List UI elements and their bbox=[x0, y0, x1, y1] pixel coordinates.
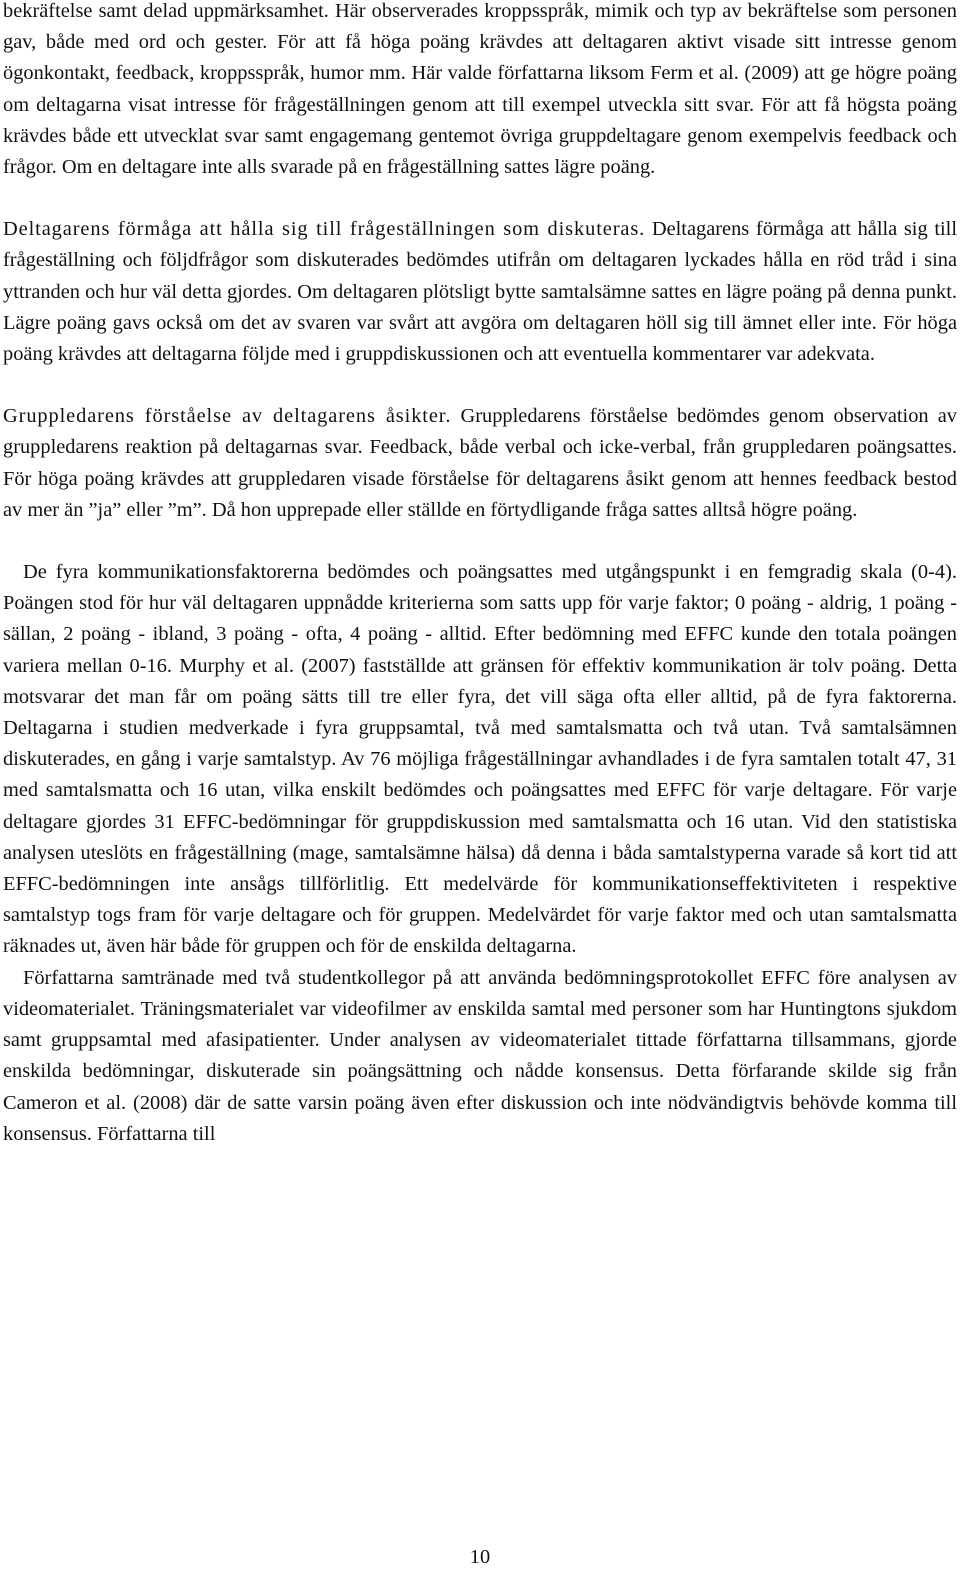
paragraph-topic-maintenance bbox=[3, 214, 957, 370]
paragraph-text: Författarna samtränade med två studentkollegor på att använda bedömningsprotokollet EFFC före analysen av videomaterialet. Träningsmaterialet var videofilmer av enskilda samtal med personer som har Huntingtons sjukdom samt gruppsamtal med afasipatienter. Under analysen av videomaterialet tittade författarna tillsammans, gjorde enskilda bedömningar, diskuterade sin poängsättning och nådde konsensus. Detta förfarande skilde sig från Cameron et al. (2008) där de satte varsin poäng även efter diskussion och inte nödvändigtvis behövde komma till konsensus. Författarna till bbox=[3, 966, 957, 1145]
page-number: 10 bbox=[469, 1546, 491, 1568]
paragraph-scoring bbox=[3, 557, 957, 963]
paragraph-leader-understanding bbox=[3, 401, 957, 526]
paragraph-text: bekräftelse samt delad uppmärksamhet. Här observerades kroppsspråk, mimik och typ av bekräftelse som personen gav, både med ord och gester. För att få höga poäng krävdes att deltagaren aktivt visade sitt intresse genom ögonkontakt, feedback, kroppsspråk, humor mm. Här valde författarna liksom Ferm et al. (2009) att ge högre poäng om deltagarna visat intresse för frågeställningen genom att till exempel utveckla sitt svar. För att få högsta poäng krävdes både ett utvecklat svar samt engagemang gentemot övriga gruppdeltagare genom exempelvis feedback och frågor. Om en deltagare inte alls svarade på en frågeställning sattes lägre poäng. bbox=[3, 0, 957, 179]
paragraph-heading: Deltagarens förmåga att hålla sig till frågeställningen som diskuteras. bbox=[3, 218, 646, 241]
paragraph-calibration bbox=[3, 963, 957, 1150]
paragraph-text: Deltagarens förmåga att hålla sig till frågeställning och följdfrågor som diskuterades bedömdes utifrån om deltagaren lyckades hålla en röd tråd i sina yttranden och hur väl detta gjordes. Om deltagaren plötsligt bytte samtalsämne sattes en lägre poäng på denna punkt. Lägre poäng gavs också om det av svaren var svårt att avgöra om deltagaren höll sig till ämnet eller inte. För höga poäng krävdes att deltagarna följde med i gruppdiskussionen och att eventuella kommentarer var adekvata. bbox=[3, 218, 957, 366]
paragraph-text: De fyra kommunikationsfaktorerna bedömdes och poängsattes med utgångspunkt i en femgradig skala (0-4). Poängen stod för hur väl deltagaren uppnådde kriterierna som satts upp för varje faktor; 0 poäng - aldrig, 1 poäng - sällan, 2 poäng - ibland, 3 poäng - ofta, 4 poäng - alltid. Efter bedömning med EFFC kunde den totala poängen variera mellan 0-16. Murphy et al. (2007) fastställde att gränsen för effektiv kommunikation är tolv poäng. Detta motsvarar det man får om poäng sätts till tre eller fyra, det vill säga ofta eller alltid, på de fyra faktorerna. Deltagarna i studien medverkade i fyra gruppsamtal, två med samtalsmatta och två utan. Två samtalsämnen diskuterades, en gång i varje samtalstyp. Av 76 möjliga frågeställningar avhandlades i de fyra samtalen totalt 47, 31 med samtalsmatta och 16 utan, vilka enskilt bedömdes och poängsattes med EFFC för varje deltagare. För varje deltagare gjordes 31 EFFC-bedömningar för gruppdiskussion med samtalsmatta och 16 utan. Vid den statistiska analysen uteslöts en frågeställning (mage, samtalsämne hälsa) då denna i båda samtalstyperna varade så kort tid att EFFC-bedömningen inte ansågs tillförlitlig. Ett medelvärde för kommunikationseffektiviteten i respektive samtalstyp togs fram för varje deltagare och för gruppen. Medelvärdet för varje faktor med och utan samtalsmatta räknades ut, även här både för gruppen och för de enskilda deltagarna. bbox=[3, 561, 957, 958]
paragraph-text: Gruppledarens förståelse bedömdes genom observation av gruppledarens reaktion på deltagarnas svar. Feedback, både verbal och icke-verbal, från gruppledaren poängsattes. För höga poäng krävdes att gruppledaren visade förståelse för deltagarens åsikt genom att hennes feedback bestod av mer än ”ja” eller ”m”. Då hon upprepade eller ställde en förtydligande fråga sattes alltså högre poäng. bbox=[3, 405, 957, 521]
paragraph-attention bbox=[3, 0, 957, 183]
document-page bbox=[3, 0, 957, 1150]
paragraph-heading: Gruppledarens förståelse av deltagarens åsikter. bbox=[3, 405, 452, 428]
